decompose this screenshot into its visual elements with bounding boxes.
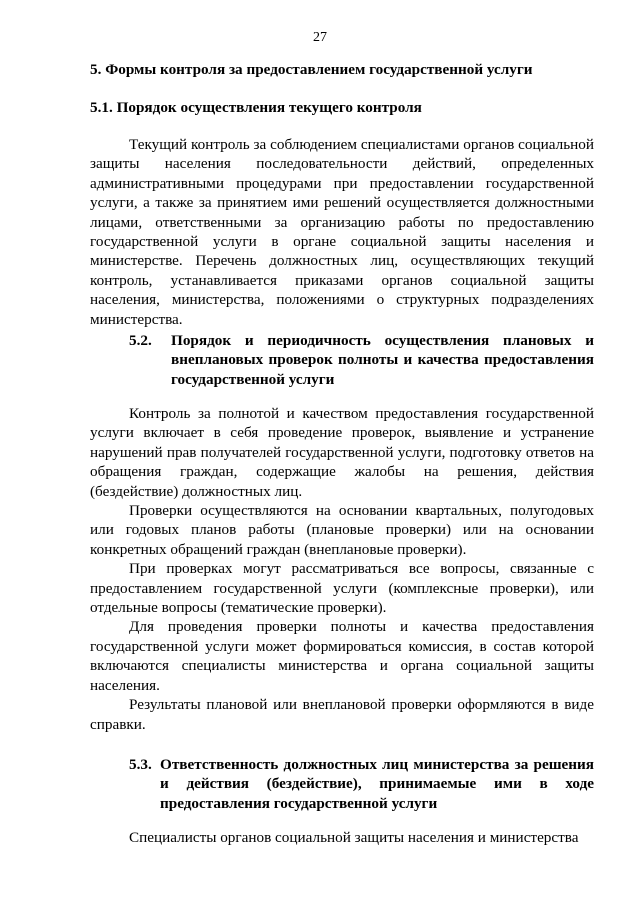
section-5-2-body xyxy=(90,404,594,734)
section-5-3-paragraph: Специалисты органов социальной защиты населения и министерства xyxy=(129,829,579,846)
section-5-2-paragraph: Контроль за полнотой и качеством предоставления государственной услуги включает в себя проведение проверок, выявление и устранение нарушений прав получателей государственной услуги, подготовку ответов на обращения граждан, содержащие жалобы на решения, действия (бездействие) должностных лиц. xyxy=(90,405,594,500)
section-5-2-title: Порядок и периодичность осуществления плановых и внеплановых проверок полноты и качества предоставления государственной услуги xyxy=(171,332,594,388)
section-5-1-paragraph: Текущий контроль за соблюдением специалистами органов социальной защиты населения последовательности действий, определенных административными процедурами при предоставлении государственной услуги, а также за принятием ими решений осуществляется должностными лицами, ответственными за организацию работы по предоставлению государственной услуги в органе социальной защиты населения и министерстве. Перечень должностных лиц, осуществляющих текущий контроль, устанавливается приказами органов социальной защиты населения, министерства, положениями о структурных подразделениях министерства. xyxy=(90,136,594,328)
section-5-3-title: Ответственность должностных лиц министерства за решения и действия (бездействие), принимаемые ими в ходе предоставления государственной услуги xyxy=(160,756,594,812)
section-5-2-paragraph: При проверках могут рассматриваться все вопросы, связанные с предоставлением государственной услуги (комплексные проверки), или отдельные вопросы (тематические проверки). xyxy=(90,560,594,617)
section-5-2-number: 5.2. xyxy=(129,332,152,349)
section-5-title: 5. Формы контроля за предоставлением государственной услуги xyxy=(90,61,533,78)
section-5-1-title: 5.1. Порядок осуществления текущего контроля xyxy=(90,99,422,116)
section-5-3-number: 5.3. xyxy=(129,756,152,773)
section-5-2-paragraph: Проверки осуществляются на основании квартальных, полугодовых или годовых планов работы (плановые проверки) или на основании конкретных обращений граждан (внеплановые проверки). xyxy=(90,502,594,558)
section-5-2-paragraph: Результаты плановой или внеплановой проверки оформляются в виде справки. xyxy=(90,696,594,733)
section-5-2-paragraph: Для проведения проверки полноты и качества предоставления государственной услуги может формироваться комиссия, в состав которой включаются специалисты министерства и органа социальной защиты населения. xyxy=(90,618,594,694)
page-number: 27 xyxy=(313,30,327,45)
